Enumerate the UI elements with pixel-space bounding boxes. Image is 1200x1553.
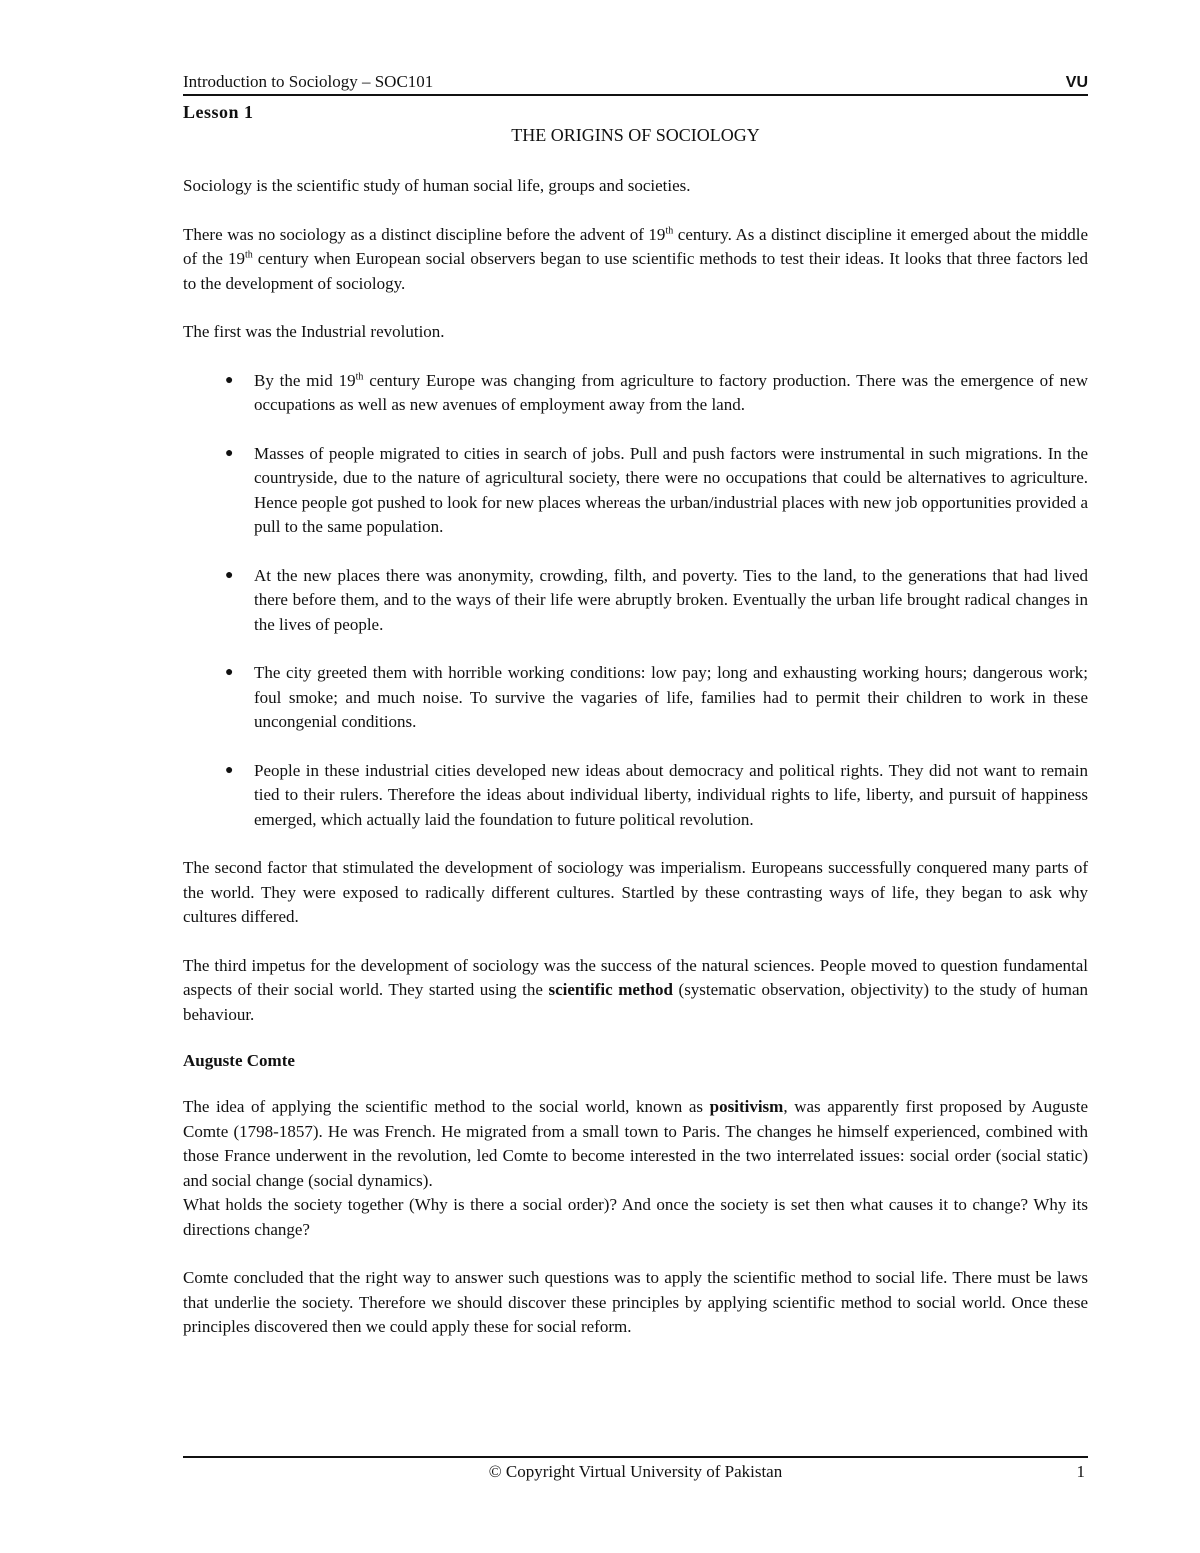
document-page (183, 70, 1088, 1364)
list-item: ● The city greeted them with horrible working conditions: low pay; long and exhausting working hours; dangerous work; foul smoke; and much noise. To survive the vagaries of life, families had to permit their children to work in these uncongenial conditions. (225, 663, 1088, 731)
comte-questions-paragraph: What holds the society together (Why is there a social order)? And once the society is set then what causes it to change? Why its directions change? (183, 1195, 1088, 1239)
bullet-icon: ● (225, 762, 234, 778)
bullet-icon: ● (225, 665, 234, 680)
second-factor-paragraph: The second factor that stimulated the development of sociology was imperialism. Europeans successfully conquered many parts of the world. They were exposed to radically different cultures. Startled by these contrasting ways of life, they began to ask why cultures differed. (183, 858, 1088, 926)
university-abbr: VU (1065, 74, 1088, 91)
third-factor-paragraph: The third impetus for the development of sociology was the success of the natural sciences. People moved to question fundamental aspects of their social world. They started using the scientific method (systematic observation, objectivity) to the study of human behaviour. (183, 955, 1088, 1024)
page-title: THE ORIGINS OF SOCIOLOGY (511, 125, 760, 145)
footer-divider (183, 1456, 1088, 1458)
page-number: 1 (1076, 1462, 1085, 1481)
copyright-text: © Copyright Virtual University of Pakistan (488, 1462, 783, 1481)
comte-conclusion-paragraph: Comte concluded that the right way to answer such questions was to apply the scientific method to social life. There must be laws that underlie the society. Therefore we should discover these principles by applying scientific method to social world. Once these principles discovered then we could apply these for social reform. (183, 1268, 1088, 1336)
section-heading: Auguste Comte (183, 1051, 295, 1070)
list-item: ● At the new places there was anonymity, crowding, filth, and poverty. Ties to the land, to the generations that had lived there before them, and to the ways of their life were abruptly broken. Eventually the urban life brought radical changes in the lives of people. (225, 565, 1088, 634)
industrial-revolution-list (183, 369, 1088, 833)
bullet-icon: ● (225, 445, 234, 461)
origins-paragraph: There was no sociology as a distinct discipline before the advent of 19th century. As a distinct discipline it emerged about the middle of the 19th century when European social observers began to use scientific methods to test their ideas. It looks that three factors led to the development of sociology. (183, 224, 1089, 293)
page-header (183, 70, 1088, 96)
list-item: ● People in these industrial cities developed new ideas about democracy and political rights. They did not want to remain tied to their rulers. Therefore the ideas about individual liberty, individual rights to life, liberty, and pursuit of happiness emerged, which actually laid the foundation to future political revolution. (225, 760, 1088, 829)
comte-paragraph: The idea of applying the scientific method to the social world, known as positivism, was apparently first proposed by Auguste Comte (1798-1857). He was French. He migrated from a small town to Paris. The changes he himself experienced, combined with those France underwent in the revolution, led Comte to become interested in the two interrelated issues: social order (social static) and social change (social dynamics). (183, 1097, 1088, 1190)
list-item: ● By the mid 19th century Europe was changing from agriculture to factory production. There was the emergence of new occupations as well as new avenues of employment away from the land. (225, 370, 1089, 414)
course-title: Introduction to Sociology – SOC101 (183, 72, 434, 91)
lesson-label: Lesson 1 (183, 102, 254, 122)
intro-paragraph: Sociology is the scientific study of human social life, groups and societies. (183, 176, 691, 195)
bullet-icon: ● (225, 567, 234, 583)
list-item: ● Masses of people migrated to cities in search of jobs. Pull and push factors were instrumental in such migrations. In the countryside, due to the nature of agricultural society, there were no occupations that could be alternatives to agriculture. Hence people got pushed to look for new places whereas the urban/industrial places with new job opportunities provided a pull to the same population. (225, 443, 1088, 536)
first-factor-paragraph: The first was the Industrial revolution. (183, 322, 445, 341)
bullet-icon: ● (225, 372, 234, 388)
